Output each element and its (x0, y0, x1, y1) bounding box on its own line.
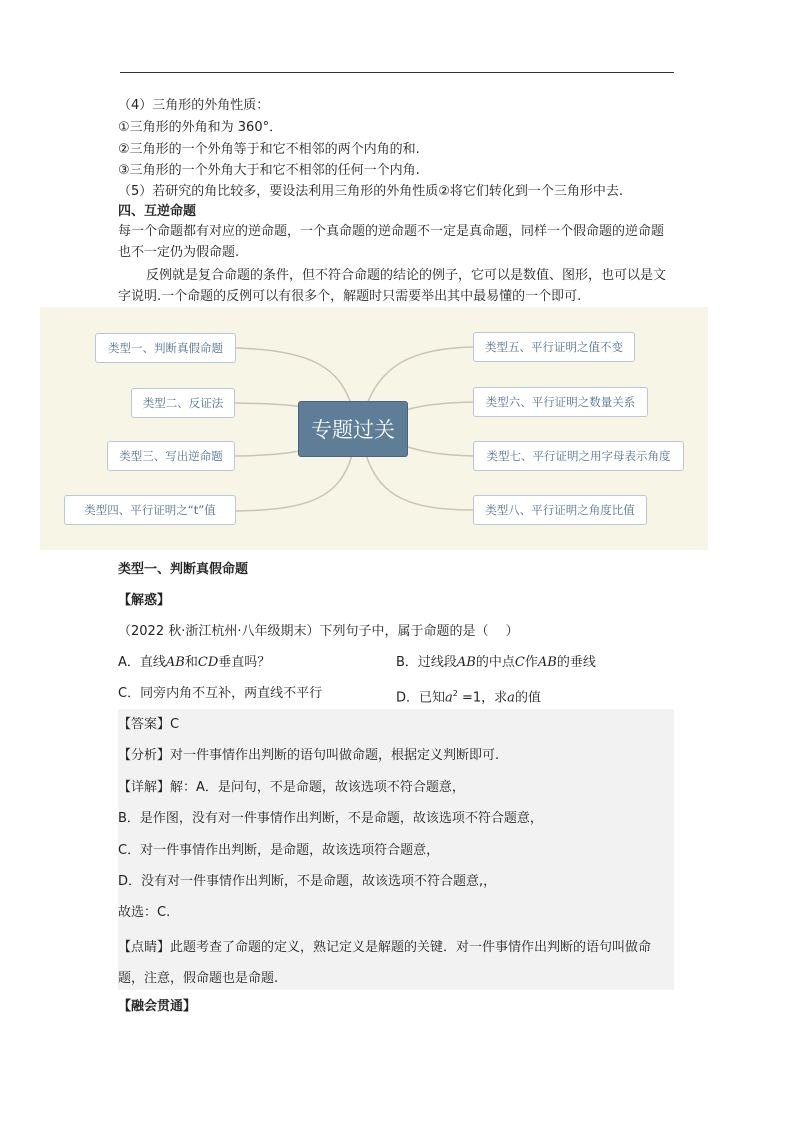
section-heading: 四、互逆命题 (118, 204, 197, 219)
type-heading: 类型一、判断真假命题 (118, 562, 249, 577)
mind-map-center: 专题过关 (298, 401, 408, 457)
choose: 故选：C. (118, 905, 171, 920)
detail-b: B．是作图，没有对一件事情作出判断，不是命题，故该选项不符合题意， (118, 811, 543, 826)
mind-map (40, 307, 708, 550)
analysis: 【分析】对一件事情作出判断的语句叫做命题，根据定义判断即可. (118, 748, 500, 763)
option-d: D．已知$a^2 =1$，求a的值 (396, 689, 541, 706)
answer: 【答案】C (118, 717, 180, 732)
mind-node-left: 类型四、平行证明之“t”值 (64, 495, 236, 525)
mind-node-right: 类型八、平行证明之角度比值 (473, 495, 647, 525)
tag-rong: 【融会贯通】 (118, 999, 197, 1014)
paragraph: 每一个命题都有对应的逆命题，一个真命题的逆命题不一定是真命题，同样一个假命题的逆命题也不一定仍为假命题. (118, 224, 665, 260)
option-c: C．同旁内角不互补，两直线不平行 (118, 686, 323, 701)
mind-node-left: 类型三、写出逆命题 (107, 441, 235, 471)
option-b: B．过线段AB的中点C作AB的垂线 (396, 655, 596, 670)
mind-node-right: 类型六、平行证明之数量关系 (473, 387, 648, 417)
detail-c: C．对一件事情作出判断，是命题，故该选项符合题意， (118, 843, 440, 858)
mind-node-left: 类型二、反证法 (131, 388, 235, 418)
mind-node-right: 类型五、平行证明之值不变 (473, 332, 635, 362)
header-rule (120, 72, 674, 73)
text-line: ②三角形的一个外角等于和它不相邻的两个内角的和. (118, 142, 420, 157)
detail-a: 【详解】解：A．是问句，不是命题，故该选项不符合题意， (118, 780, 465, 795)
tag-jiehuo: 【解惑】 (118, 593, 171, 608)
text-line: ③三角形的一个外角大于和它不相邻的任何一个内角. (118, 163, 420, 178)
detail-d: D．没有对一件事情作出判断，不是命题，故该选项不符合题意,， (118, 874, 497, 889)
text-line: ①三角形的外角和为 360°． (118, 120, 283, 135)
comment: 【点睛】此题考查了命题的定义，熟记定义是解题的关键．对一件事情作出判断的语句叫做命题，注意，假命题也是命题. (118, 940, 652, 986)
option-a: A．直线AB和CD垂直吗？ (118, 655, 271, 670)
mind-node-left: 类型一、判断真假命题 (95, 333, 236, 363)
paragraph: 反例就是复合命题的条件，但不符合命题的结论的例子，它可以是数值、图形，也可以是文字说明.一个命题的反例可以有很多个，解题时只需要举出其中最易懂的一个即可. (118, 268, 667, 304)
text-line: （4）三角形的外角性质： (118, 98, 270, 113)
mind-node-right: 类型七、平行证明之用字母表示角度 (473, 441, 684, 471)
question-text: （2022 秋·浙江杭州·八年级期末）下列句子中，属于命题的是（ ） (118, 624, 519, 639)
text-line: （5）若研究的角比较多，要设法利用三角形的外角性质②将它们转化到一个三角形中去. (118, 184, 624, 199)
